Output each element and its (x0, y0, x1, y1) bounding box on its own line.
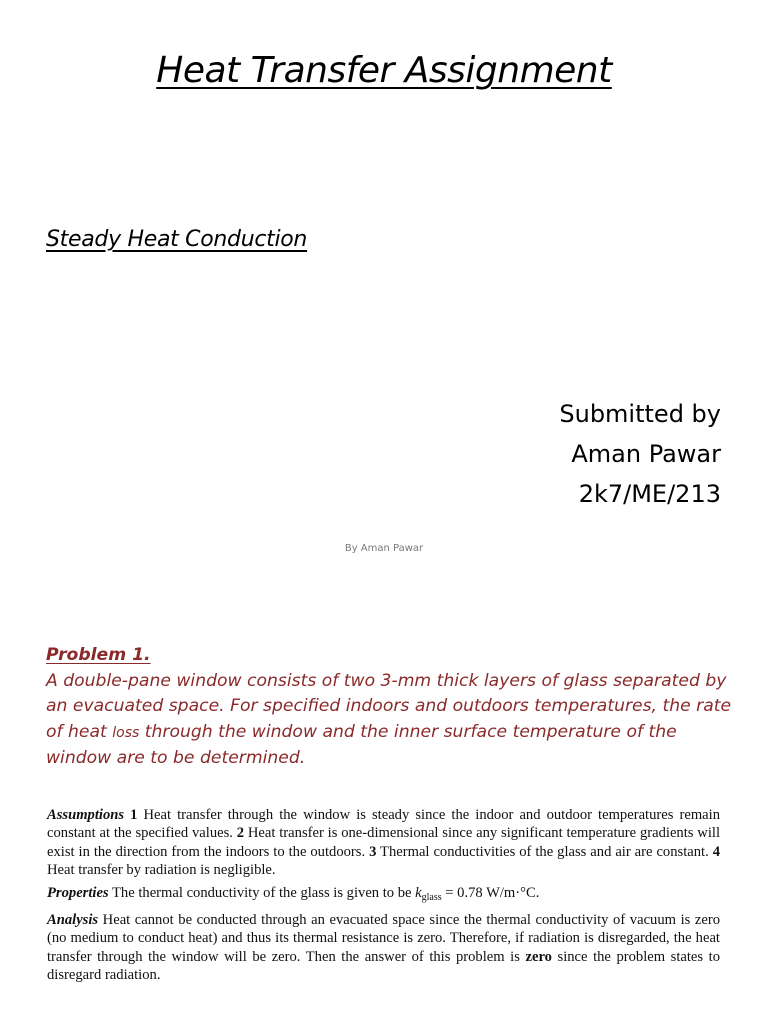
problem-statement (46, 643, 736, 772)
k-subscript: glass (421, 891, 442, 903)
properties-paragraph (47, 884, 720, 907)
roll-number: 2k7/ME/213 (578, 480, 721, 508)
assumption-text-4: Heat transfer by radiation is negligible. (47, 862, 276, 879)
assumptions-paragraph (47, 806, 720, 880)
document-title: Heat Transfer Assignment (156, 50, 612, 91)
problem-text-part2: through the window and the inner surface temperature of the window are to be determined. (46, 721, 677, 768)
assumption-number-1: 1 (130, 807, 138, 823)
assumption-number-4: 4 (712, 843, 720, 860)
solution-block (47, 806, 720, 989)
problem-heading: Problem 1. (46, 645, 151, 665)
properties-text: The thermal conductivity of the glass is given to be (108, 884, 416, 901)
analysis-label: Analysis (47, 912, 99, 929)
problem-text-part1: A double-pane window consists of two 3-mm thick layers of glass separated by an evacuated space. For specified indoors and outdoors temperatures, the rate of heat (46, 670, 732, 742)
author-name: Aman Pawar (571, 440, 721, 468)
assumption-text-2: Heat transfer is one-dimensional since any significant temperature gradients will exist in the direction from the indoors to the outdoors. (47, 825, 720, 860)
problem-text-small: loss (112, 724, 140, 741)
submitted-by-label: Submitted by (559, 400, 721, 428)
analysis-end: since the problem states to disregard radiation. (47, 948, 721, 984)
assumption-text-1: Heat transfer through the window is steady since the indoor and outdoor temperatures remain constant at the specified values. (47, 807, 720, 842)
document-subtitle: Steady Heat Conduction (46, 227, 308, 252)
assumption-text-3: Thermal conductivities of the glass and air are constant. (376, 843, 713, 860)
assumption-number-2: 2 (236, 825, 245, 842)
analysis-paragraph (47, 911, 720, 985)
analysis-text: Heat cannot be conducted through an evacuated space since the thermal conductivity of vacuum is zero (no medium to conduct heat) and thus its thermal resistance is zero. Therefore, if radiation is disregarded, the heat transfer through the window will be zero. Then the answer of this problem is (47, 912, 720, 965)
byline-watermark: By Aman Pawar (344, 543, 424, 554)
submission-block (559, 394, 721, 514)
problem-text (46, 669, 736, 772)
k-value: = 0.78 W/m·°C. (441, 884, 540, 901)
properties-label: Properties (47, 884, 109, 901)
assumptions-label: Assumptions (47, 807, 125, 823)
analysis-answer: zero (525, 948, 552, 965)
k-symbol: k (415, 884, 422, 901)
assumption-number-3: 3 (369, 843, 377, 860)
